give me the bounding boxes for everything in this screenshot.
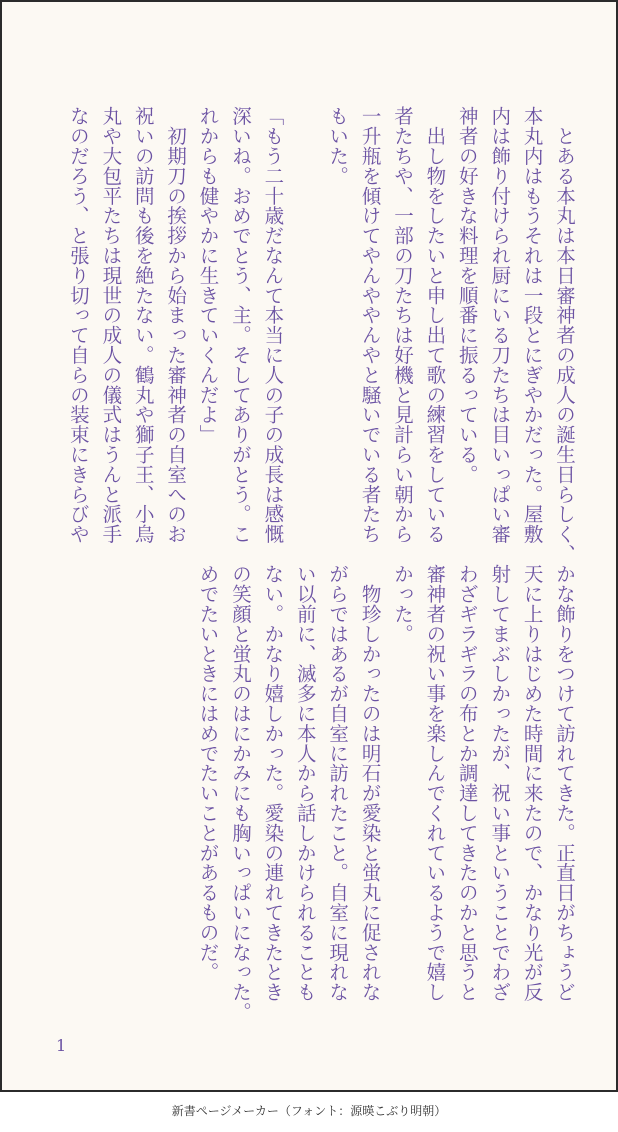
page-number: 1 bbox=[56, 1036, 67, 1055]
text-line: 神者の好きな料理を順番に振るっている。 bbox=[455, 106, 479, 485]
text-line: 丸や大包平たちは現世の成人の儀式はうんと派手 bbox=[99, 106, 123, 544]
text-line: 内は飾り付けられ厨にいる刀たちは目いっぱい審 bbox=[488, 106, 512, 544]
text-line: 「もう二十歳だなんて本当に人の子の成長は感慨 bbox=[261, 106, 285, 544]
text-line: 審神者の祝い事を楽しんでくれているようで嬉し bbox=[423, 564, 447, 1002]
text-line: 者たちや、一部の刀たちは好機と見計らい朝から bbox=[390, 106, 414, 544]
text-line: とある本丸は本日審神者の成人の誕生日らしく、 bbox=[553, 106, 576, 564]
text-line: 一升瓶を傾けてやんややんやと騒いでいる者たち bbox=[358, 106, 382, 544]
text-line: 祝いの訪問も後を絶たない。鶴丸や獅子王、小烏 bbox=[131, 106, 155, 544]
text-line: かった。 bbox=[390, 564, 414, 644]
text-line: れからも健やかに生きていくんだよ」 bbox=[196, 106, 220, 445]
text-line: がらではあるが自室に訪れたこと。自室に現れな bbox=[326, 564, 350, 1002]
lower-text-block bbox=[191, 564, 580, 1022]
text-line: 本丸内はもうそれは一段とにぎやかだった。屋敷 bbox=[520, 106, 544, 544]
text-line: い以前に、滅多に本人から話しかけられることも bbox=[293, 564, 317, 1002]
text-line: 初期刀の挨拶から始まった審神者の自室へのお bbox=[164, 106, 188, 544]
upper-text-block bbox=[62, 106, 581, 564]
text-line: 物珍しかったのは明石が愛染と蛍丸に促されな bbox=[358, 564, 382, 1002]
text-line: なのだろう、と張り切って自らの装束にきらびや bbox=[66, 106, 90, 544]
text-line: 深いね。おめでとう、主。そしてありがとう。こ bbox=[228, 106, 252, 544]
text-line: 出し物をしたいと申し出て歌の練習をしている bbox=[423, 106, 447, 544]
text-line: ない。かなり嬉しかった。愛染の連れてきたとき bbox=[261, 564, 285, 1002]
blank-line bbox=[288, 106, 320, 526]
text-line: 射してまぶしかったが、祝い事ということでわざ bbox=[488, 564, 512, 1002]
text-line: の笑顔と蛍丸のはにかみにも胸いっぱいになった。 bbox=[228, 564, 252, 1022]
text-line: かな飾りをつけて訪れてきた。正直日がちょうど bbox=[553, 564, 576, 1002]
footer-caption: 新書ページメーカー（フォント：源暎こぶり明朝） bbox=[171, 1104, 447, 1118]
text-line: わざギラギラの布とか調達してきたのかと思うと bbox=[455, 564, 479, 1002]
text-line: めでたいときにはめでたいことがあるものだ。 bbox=[196, 564, 220, 982]
text-line: 天に上りはじめた時間に来たので、かなり光が反 bbox=[520, 564, 544, 1002]
text-line: もいた。 bbox=[326, 106, 350, 186]
